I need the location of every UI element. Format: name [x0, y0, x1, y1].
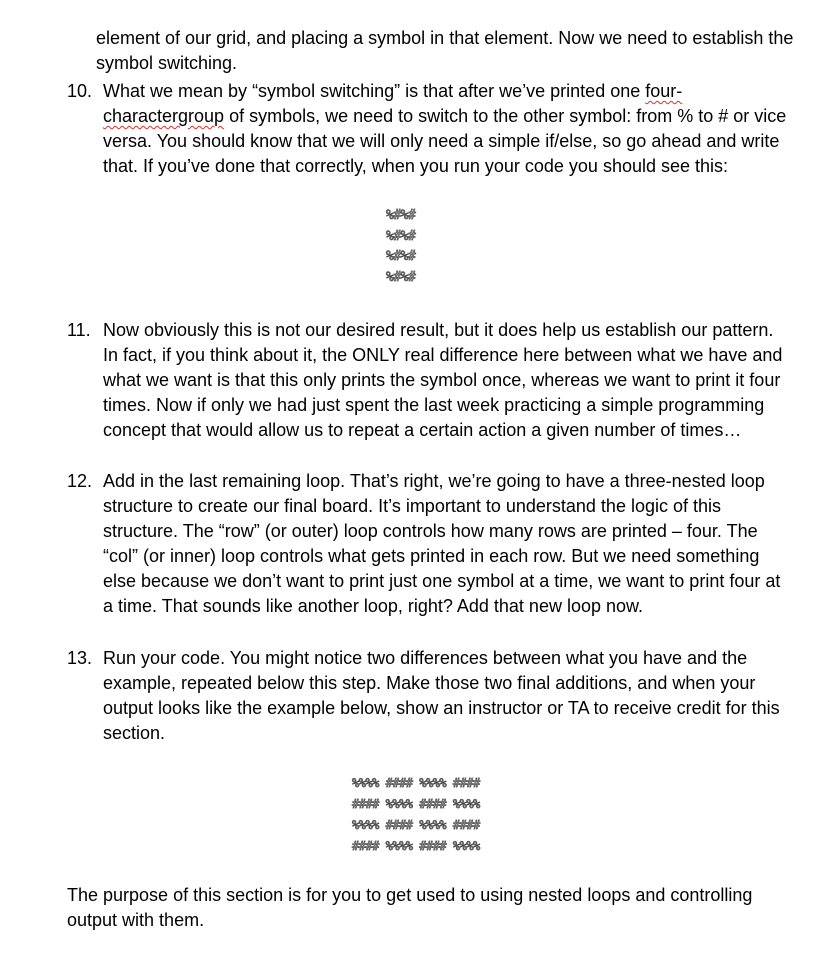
- continued-paragraph: element of our grid, and placing a symbol in that element. Now we need to establish the symbol switching.: [96, 28, 794, 73]
- step-text: Add in the last remaining loop. That’s right, we’re going to have a three-nested loop structure to create our final board. It’s important to understand the logic of this structure. The “row” (or outer) loop controls how many rows are printed – four. The “col” (or inner) loop controls what gets printed in each row. But we need something else because we don’t want to print just one symbol at a time, we want to print four at a time. That sounds like another loop, right? Add that new loop now.: [103, 471, 781, 616]
- step-text-part: What we mean by “symbol switching” is that after we’ve printed one: [103, 81, 646, 101]
- code-output-final: %%%% #### %%%% #### #### %%%% #### %%%% %%%% #### %%%% #### #### %%%% #### %%%%: [352, 776, 480, 853]
- step-number: 11.: [67, 320, 91, 340]
- spellcheck-flagged-word: four-charactergroup: [103, 81, 683, 126]
- code-output-simple: %#%# %#%# %#%# %#%#: [386, 208, 416, 285]
- step-text: Now obviously this is not our desired result, but it does help us establish our pattern. In fact, if you think about it, the ONLY real difference here between what we have and what we want is that this only prints the symbol once, whereas we want to print it four times. Now if only we had just spent the last week practicing a simple programming concept that would allow us to repeat a certain action a given number of times…: [103, 320, 783, 440]
- purpose-paragraph: The purpose of this section is for you to get used to using nested loops and controlling output with them.: [67, 885, 753, 930]
- step-10: [67, 79, 787, 179]
- step-number: 13.: [67, 648, 93, 668]
- step-number: 10.: [67, 81, 93, 101]
- step-13: [67, 646, 787, 746]
- step-text-part: of symbols, we need to switch to the other symbol: from % to # or vice versa. You should know that we will only need a simple if/else, so go ahead and write that. If you’ve done that correctly, when you run your code you should see this:: [103, 106, 787, 176]
- step-12: [67, 469, 787, 619]
- step-number: 12.: [67, 471, 93, 491]
- step-text: [103, 79, 787, 179]
- step-text: Run your code. You might notice two differences between what you have and the example, repeated below this step. Make those two final additions, and when your output looks like the example below, show an instructor or TA to receive credit for this section.: [103, 648, 780, 743]
- step-11: [67, 318, 787, 443]
